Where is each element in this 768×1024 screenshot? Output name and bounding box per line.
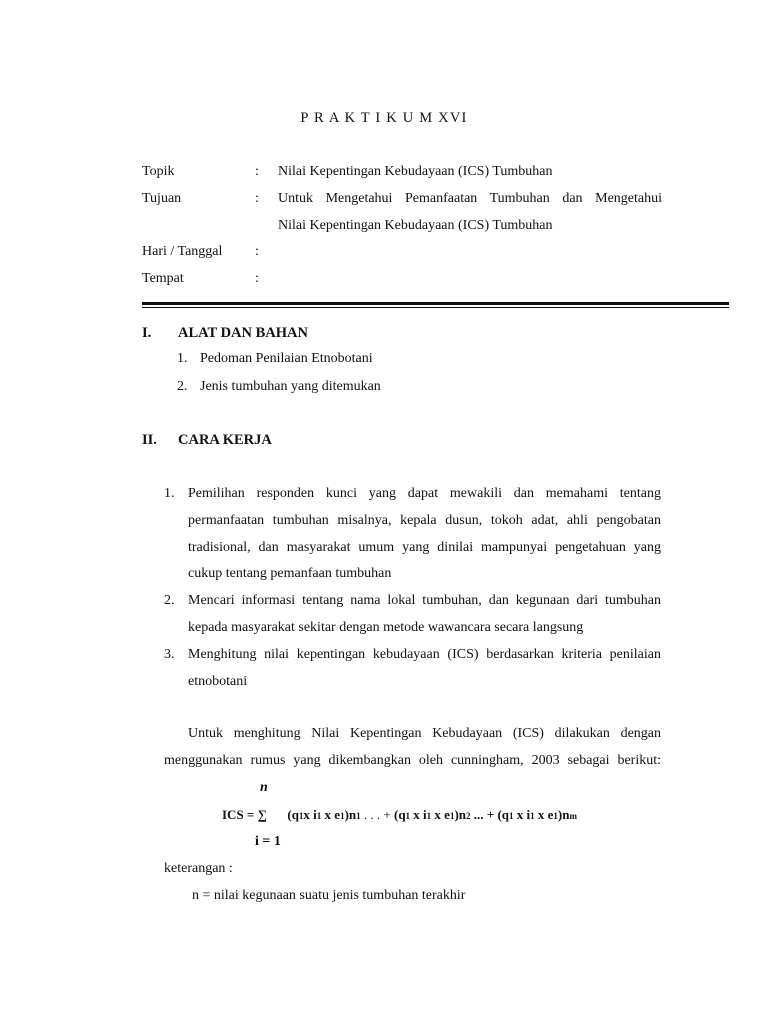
- formula-ics: [222, 807, 577, 823]
- formula-dots-2: ... +: [470, 807, 498, 822]
- paragraph-line: menggunakan rumus yang dikembangkan oleh cunningham, 2003 sebagai berikut:: [164, 753, 661, 768]
- list-item-line: cukup tentang pemanfaan tumbuhan: [188, 566, 392, 581]
- section-1-heading: [142, 325, 542, 345]
- section-1-title: ALAT DAN BAHAN: [178, 325, 308, 341]
- section-1-number: I.: [142, 325, 152, 341]
- tempat-colon: :: [255, 271, 259, 286]
- list-item-number: 2.: [164, 593, 175, 608]
- tujuan-value-line1: Untuk Mengetahui Pemanfaatan Tumbuhan dan Mengetahui: [278, 191, 662, 206]
- topik-colon: :: [255, 164, 259, 179]
- info-row-tujuan: [142, 191, 662, 213]
- divider-thick: [142, 302, 729, 305]
- list-item-line: permanfaatan tumbuhan misalnya, kepala dusun, tokoh adat, ahli pengobatan: [188, 513, 661, 528]
- formula-lower-limit: i = 1: [255, 834, 281, 849]
- tujuan-label: Tujuan: [142, 191, 182, 206]
- section-2-heading: [142, 432, 542, 452]
- tujuan-colon: :: [255, 191, 259, 206]
- hari-colon: :: [255, 244, 259, 259]
- divider-thin: [142, 307, 729, 308]
- formula-term-3: (q1 x i1 x e1)nm: [497, 807, 577, 822]
- section-2-number: II.: [142, 432, 157, 448]
- section-2-title: CARA KERJA: [178, 432, 272, 448]
- paragraph-line: Untuk menghitung Nilai Kepentingan Kebudayaan (ICS) dilakukan dengan: [188, 726, 661, 741]
- list-item-number: 1.: [177, 351, 188, 366]
- topik-label: Topik: [142, 164, 175, 179]
- info-row-tempat: [142, 271, 662, 293]
- list-item-line: etnobotani: [188, 674, 248, 689]
- formula-term-1: (q1x i1 x e1)n1: [287, 807, 361, 822]
- info-row-hari: [142, 244, 662, 266]
- tempat-label: Tempat: [142, 271, 184, 286]
- tujuan-value-line2: Nilai Kepentingan Kebudayaan (ICS) Tumbuhan: [278, 218, 553, 233]
- list-item-line: Pemilihan responden kunci yang dapat mewakili dan memahami tentang: [188, 486, 661, 501]
- list-item: Pedoman Penilaian Etnobotani: [200, 351, 373, 366]
- list-item-number: 1.: [164, 486, 175, 501]
- info-row-tujuan-cont: [142, 218, 662, 240]
- list-item-line: Mencari informasi tentang nama lokal tumbuhan, dan kegunaan dari tumbuhan: [188, 593, 661, 608]
- list-item-line: kepada masyarakat sekitar dengan metode wawancara secara langsung: [188, 620, 584, 635]
- list-item: Jenis tumbuhan yang ditemukan: [200, 379, 381, 394]
- page-title: P R A K T I K U M XVI: [300, 110, 468, 126]
- formula-upper-limit: n: [260, 780, 268, 795]
- formula-lhs: ICS = ∑: [222, 807, 267, 822]
- formula-dots: . . . +: [360, 807, 394, 822]
- keterangan-label: keterangan :: [164, 861, 233, 876]
- list-item-line: Menghitung nilai kepentingan kebudayaan (ICS) berdasarkan kriteria penilaian: [188, 647, 661, 662]
- topik-value: Nilai Kepentingan Kebudayaan (ICS) Tumbuhan: [278, 164, 553, 179]
- keterangan-n-definition: n = nilai kegunaan suatu jenis tumbuhan terakhir: [192, 888, 466, 903]
- hari-label: Hari / Tanggal: [142, 244, 223, 259]
- list-item-number: 2.: [177, 379, 188, 394]
- formula-term-2: (q1 x i1 x e1)n2: [393, 807, 471, 822]
- list-item-line: tradisional, dan masyarakat umum yang dinilai mampunyai pengetahuan yang: [188, 540, 661, 555]
- list-item-number: 3.: [164, 647, 175, 662]
- info-row-topik: [142, 164, 662, 186]
